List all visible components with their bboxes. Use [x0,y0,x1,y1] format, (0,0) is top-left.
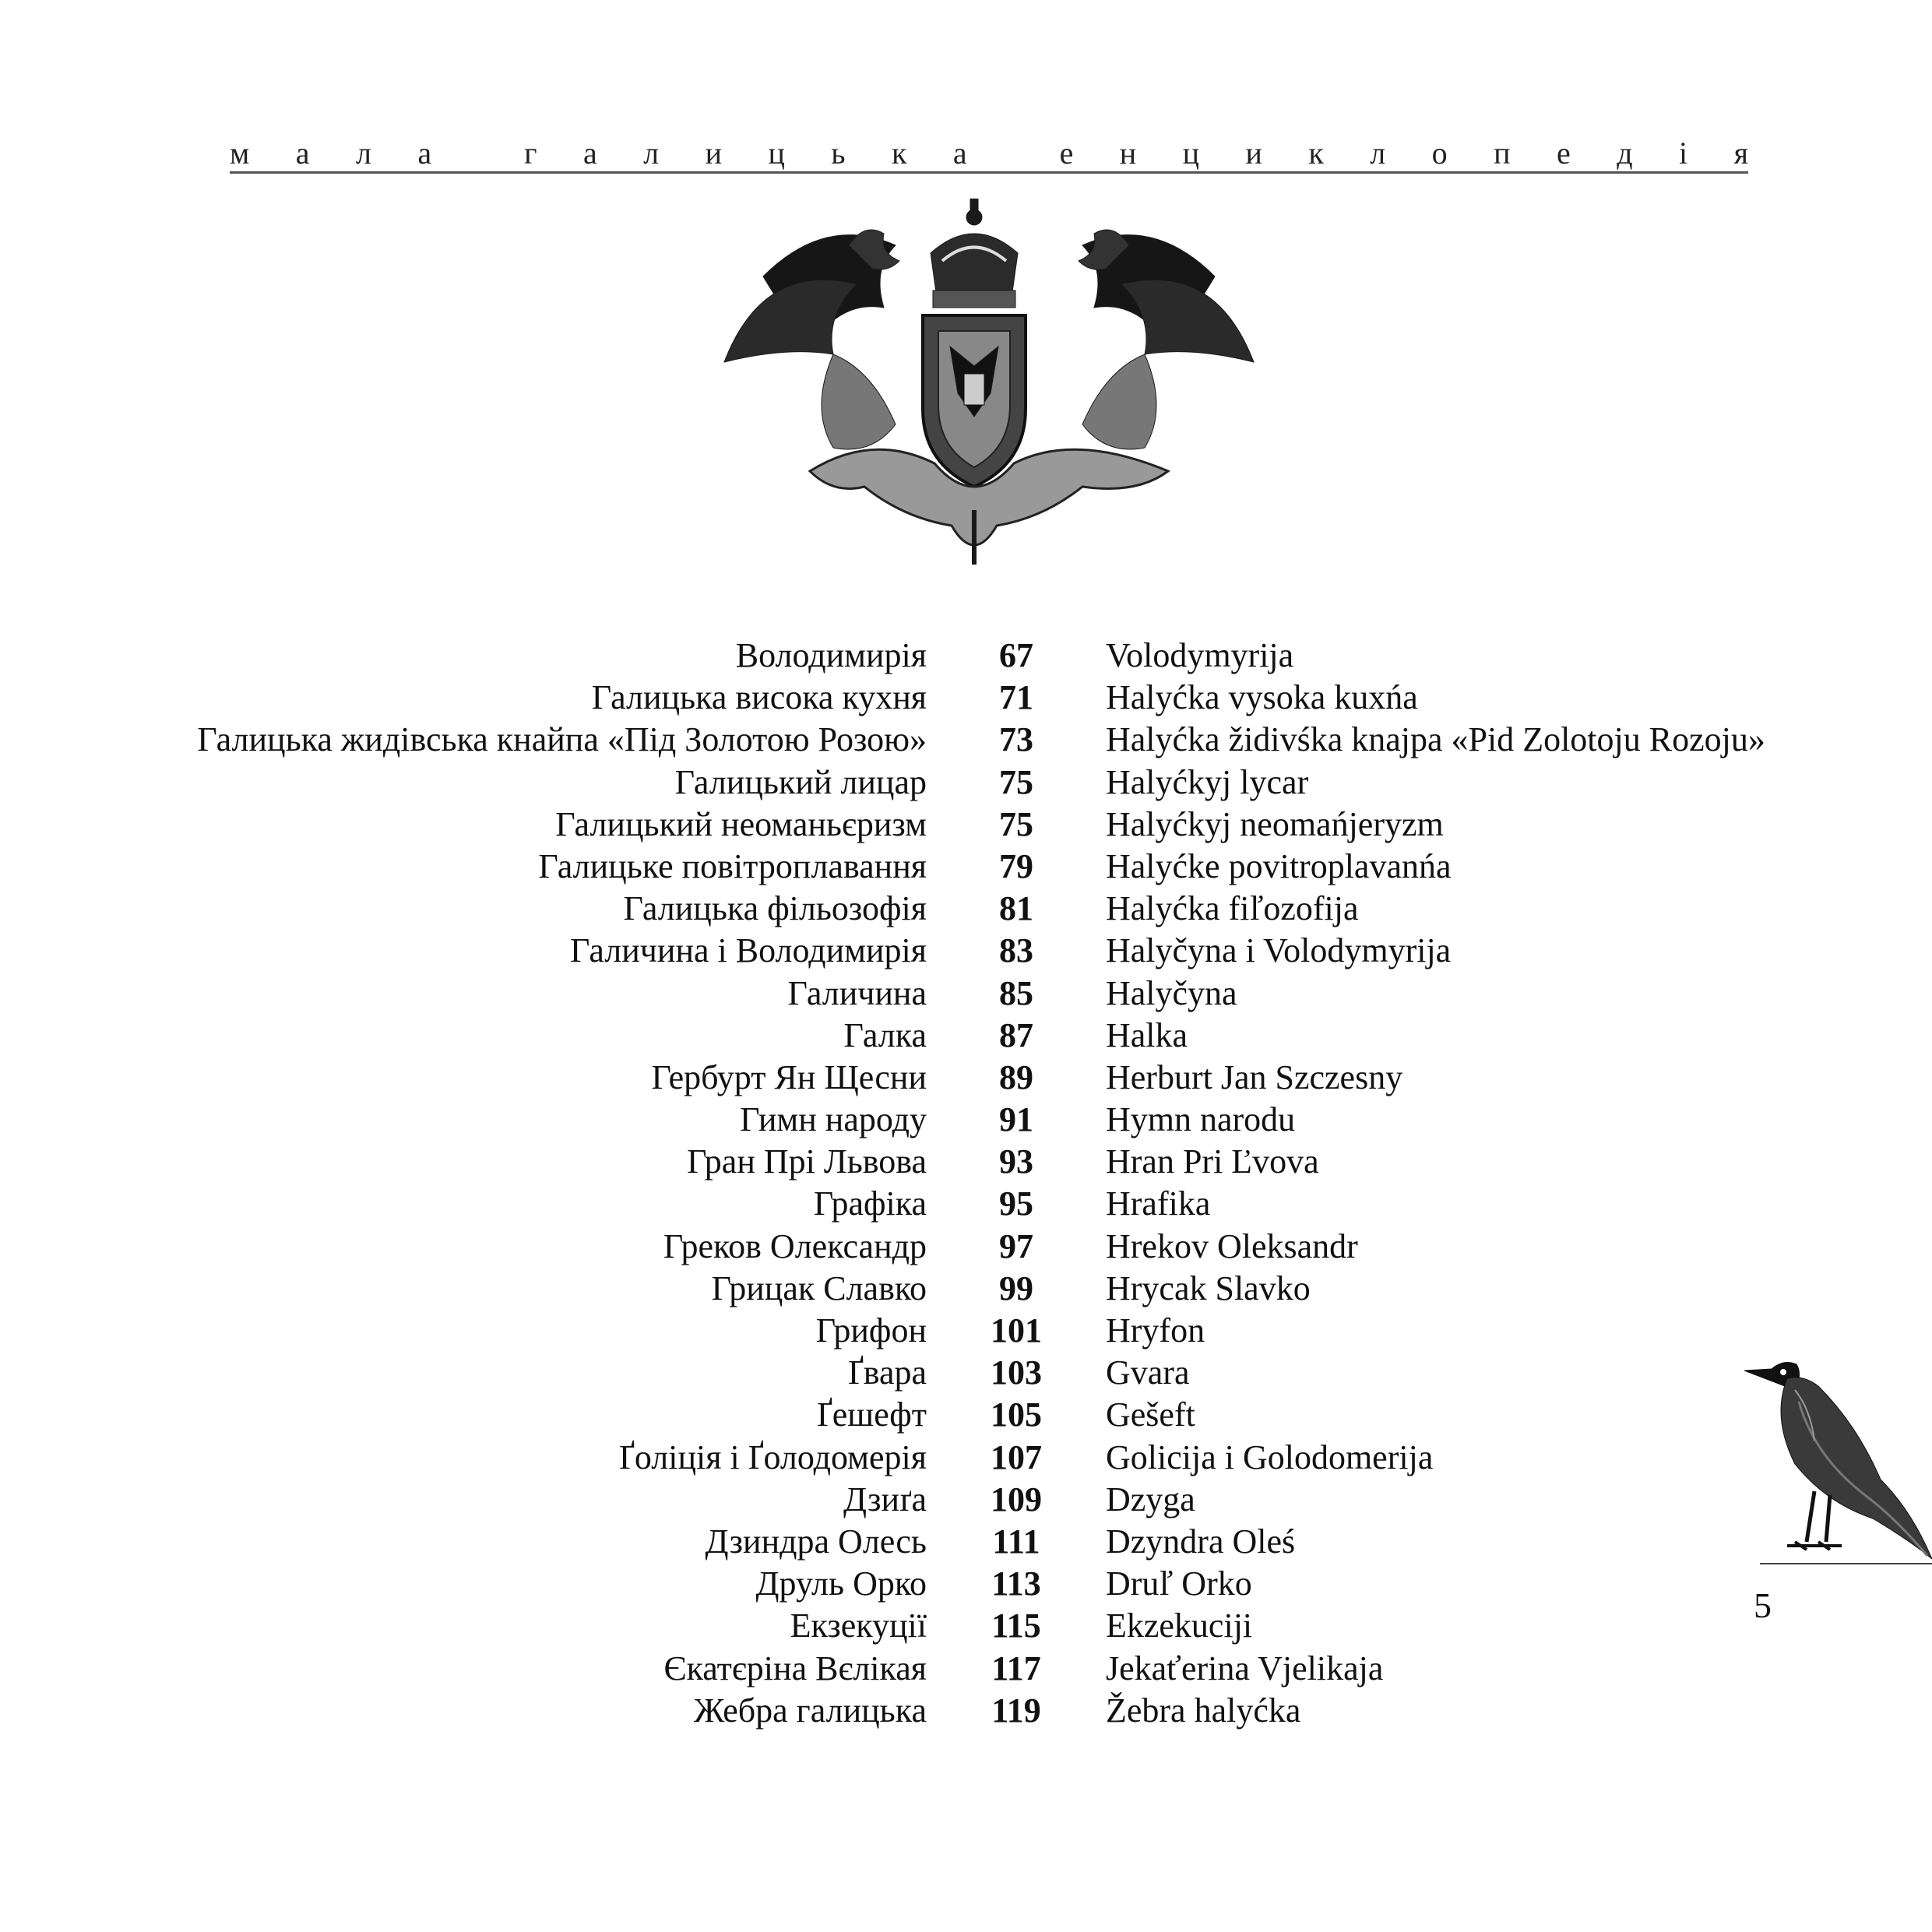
toc-entry-page-number: 85 [999,973,1033,1012]
header-letter: е [1556,135,1571,171]
toc-entry-page-number: 89 [999,1057,1033,1096]
toc-entry-page-number: 95 [999,1184,1033,1223]
toc-entry-ukrainian-title: Екзекуції [790,1606,927,1645]
toc-entry-latin-title: Halyćka židivśka knajpa «Pid Zolotoju Rozoju» [1106,720,1765,759]
coat-of-arms-icon [716,199,1262,572]
toc-entry-page-number: 109 [991,1480,1042,1519]
toc-entry-latin-title: Halyćke povitroplavanńa [1106,846,1452,885]
toc-entry [117,1479,1791,1521]
toc-entry [117,1310,1791,1352]
toc-entry-page-number: 83 [999,931,1033,970]
header-letter: к [1308,135,1324,171]
toc-entry-latin-title: Druľ Orko [1106,1564,1252,1603]
header-rule [230,171,1748,174]
toc-entry-latin-title: Hymn narodu [1106,1100,1296,1139]
toc-entry-page-number: 99 [999,1269,1033,1307]
header-letter: г [524,135,537,171]
toc-entry [117,930,1791,972]
toc-entry-ukrainian-title: Ґешефт [816,1395,927,1434]
toc-entry-ukrainian-title: Єкатєріна Вєлікая [663,1649,927,1687]
toc-entry-page-number: 75 [999,762,1033,801]
toc-entry-ukrainian-title: Друль Орко [755,1564,927,1603]
header-letter: і [1679,135,1688,171]
toc-entry-latin-title: Halyćka vysoka kuxńa [1106,678,1418,717]
toc-entry-latin-title: Ekzekuciji [1106,1606,1253,1645]
toc-entry-ukrainian-title: Грицак Славко [711,1269,927,1307]
header-letter: ц [768,135,785,171]
toc-entry-latin-title: Halyćkyj lycar [1106,762,1309,801]
toc-entry-ukrainian-title: Галицька висока кухня [591,678,927,717]
toc-entry-ukrainian-title: Дзиндра Олесь [705,1522,927,1561]
toc-entry [117,846,1791,888]
header-letter: о [1431,135,1448,171]
toc-entry-page-number: 91 [999,1100,1033,1139]
toc-entry [117,1605,1791,1647]
header-letter: ц [1182,135,1200,171]
toc-entry [117,1352,1791,1394]
toc-entry-page-number: 73 [999,720,1033,759]
header-letter: л [643,135,660,171]
crow-ground-rule [1760,1563,1932,1564]
toc-entry-page-number: 79 [999,846,1033,885]
toc-entry [117,1437,1791,1479]
toc-entry-latin-title: Herburt Jan Szczesny [1106,1057,1403,1096]
toc-entry-page-number: 101 [991,1311,1042,1350]
toc-entry-latin-title: Dzyndra Oleś [1106,1522,1296,1561]
toc-entry-ukrainian-title: Графіка [813,1184,927,1223]
header-letter: а [952,135,967,171]
toc-entry [117,1521,1791,1563]
header-letter: и [705,135,722,171]
toc-entry-latin-title: Golicija i Golodomerija [1106,1438,1434,1476]
toc-entry-latin-title: Halyčyna i Volodymyrija [1106,931,1452,970]
toc-entry-latin-title: Hran Pri Ľvova [1106,1142,1319,1181]
toc-entry-latin-title: Gvara [1106,1353,1190,1392]
toc-entry-page-number: 87 [999,1015,1033,1054]
toc-entry-ukrainian-title: Гербурт Ян Щесни [651,1057,927,1096]
toc-entry [117,1015,1791,1057]
toc-entry-latin-title: Volodymyrija [1106,636,1294,674]
toc-entry-latin-title: Hrafika [1106,1184,1211,1223]
header-letter: а [417,135,432,171]
toc-entry-ukrainian-title: Галицьке повітроплавання [538,846,927,885]
toc-entry-latin-title: Jekaťerina Vjelikaja [1106,1649,1384,1687]
toc-entry-latin-title: Halka [1106,1015,1188,1054]
toc-entry-ukrainian-title: Ґоліція і Ґолодомерія [619,1438,927,1476]
toc-entry-latin-title: Žebra halyćka [1106,1691,1301,1730]
toc-entry-page-number: 117 [991,1649,1041,1687]
toc-entry [117,1057,1791,1099]
toc-entry-ukrainian-title: Галка [843,1015,927,1054]
toc-entry-page-number: 71 [999,678,1033,717]
header-letter: н [1119,135,1137,171]
toc-entry [117,1183,1791,1225]
toc-entry-page-number: 75 [999,804,1033,843]
toc-entry [117,1394,1791,1436]
toc-entry-ukrainian-title: Гимн народу [740,1100,927,1139]
toc-entry-ukrainian-title: Галицький лицар [674,762,927,801]
header-letter: и [1245,135,1262,171]
header-letter: ь [831,135,846,171]
header-letter: д [1617,135,1633,171]
header-letter: а [295,135,310,171]
toc-entry-page-number: 113 [991,1564,1041,1603]
toc-entry-ukrainian-title: Греков Олександр [663,1226,927,1265]
toc-entry [117,719,1791,761]
crow-icon [1740,1355,1932,1564]
toc-entry-page-number: 93 [999,1142,1033,1181]
toc-entry [117,804,1791,846]
header-letter: м [230,135,250,171]
toc-entry-latin-title: Hryfon [1106,1311,1205,1350]
header-letter: л [355,135,371,171]
toc-entry-page-number: 103 [991,1353,1042,1392]
header-letter: а [582,135,597,171]
toc-entry-latin-title: Halyćka fiľozofija [1106,889,1359,928]
header-letter: л [1370,135,1386,171]
header-letter: е [1059,135,1074,171]
toc-entry-page-number: 107 [991,1438,1042,1476]
toc-entry [117,973,1791,1015]
toc-entry-ukrainian-title: Гран Прі Львова [687,1142,927,1181]
toc-entry-ukrainian-title: Галицький неоманьєризм [555,804,927,843]
toc-entry-ukrainian-title: Дзиґа [843,1480,927,1519]
header-letter: к [892,135,907,171]
toc-entry-page-number: 119 [991,1691,1041,1730]
toc-entry [117,635,1791,677]
toc-entry-latin-title: Halyčyna [1106,973,1237,1012]
toc-entry-ukrainian-title: Ґвара [847,1353,927,1392]
toc-entry-ukrainian-title: Галицька фільозофія [623,889,927,928]
header-letter: п [1494,135,1511,171]
toc-entry [117,1226,1791,1268]
toc-entry-page-number: 81 [999,889,1033,928]
toc-entry-ukrainian-title: Галичина і Володимирія [570,931,927,970]
toc-entry-page-number: 97 [999,1226,1033,1265]
toc-entry-ukrainian-title: Галичина [787,973,927,1012]
toc-entry-latin-title: Halyćkyj neomańjeryzm [1106,804,1444,843]
toc-entry-ukrainian-title: Галицька жидівська кнайпа «Під Золотою Розою» [197,720,927,759]
toc-entry [117,1099,1791,1141]
toc-entry [117,1648,1791,1690]
toc-entry-ukrainian-title: Володимирія [735,636,927,674]
toc-entry-page-number: 67 [999,636,1033,674]
toc-entry-page-number: 115 [991,1606,1041,1645]
header-letter: я [1733,135,1748,171]
toc-entry [117,1690,1791,1732]
toc-entry-latin-title: Gešeft [1106,1395,1195,1434]
toc-entry-page-number: 105 [991,1395,1042,1434]
toc-entry [117,1141,1791,1183]
toc-entry-ukrainian-title: Жебра галицька [694,1691,927,1730]
toc-entry [117,677,1791,719]
toc-entry [117,1268,1791,1310]
toc-entry [117,888,1791,930]
toc-entry-latin-title: Hrekov Oleksandr [1106,1226,1358,1265]
toc-entry [117,762,1791,804]
table-of-contents [117,635,1791,1732]
toc-entry-ukrainian-title: Грифон [815,1311,927,1350]
page-number: 5 [1754,1585,1772,1625]
running-head [230,131,1748,174]
toc-entry-page-number: 111 [992,1522,1040,1561]
toc-entry [117,1563,1791,1605]
toc-entry-latin-title: Hrycak Slavko [1106,1269,1311,1307]
toc-entry-latin-title: Dzyga [1106,1480,1195,1519]
